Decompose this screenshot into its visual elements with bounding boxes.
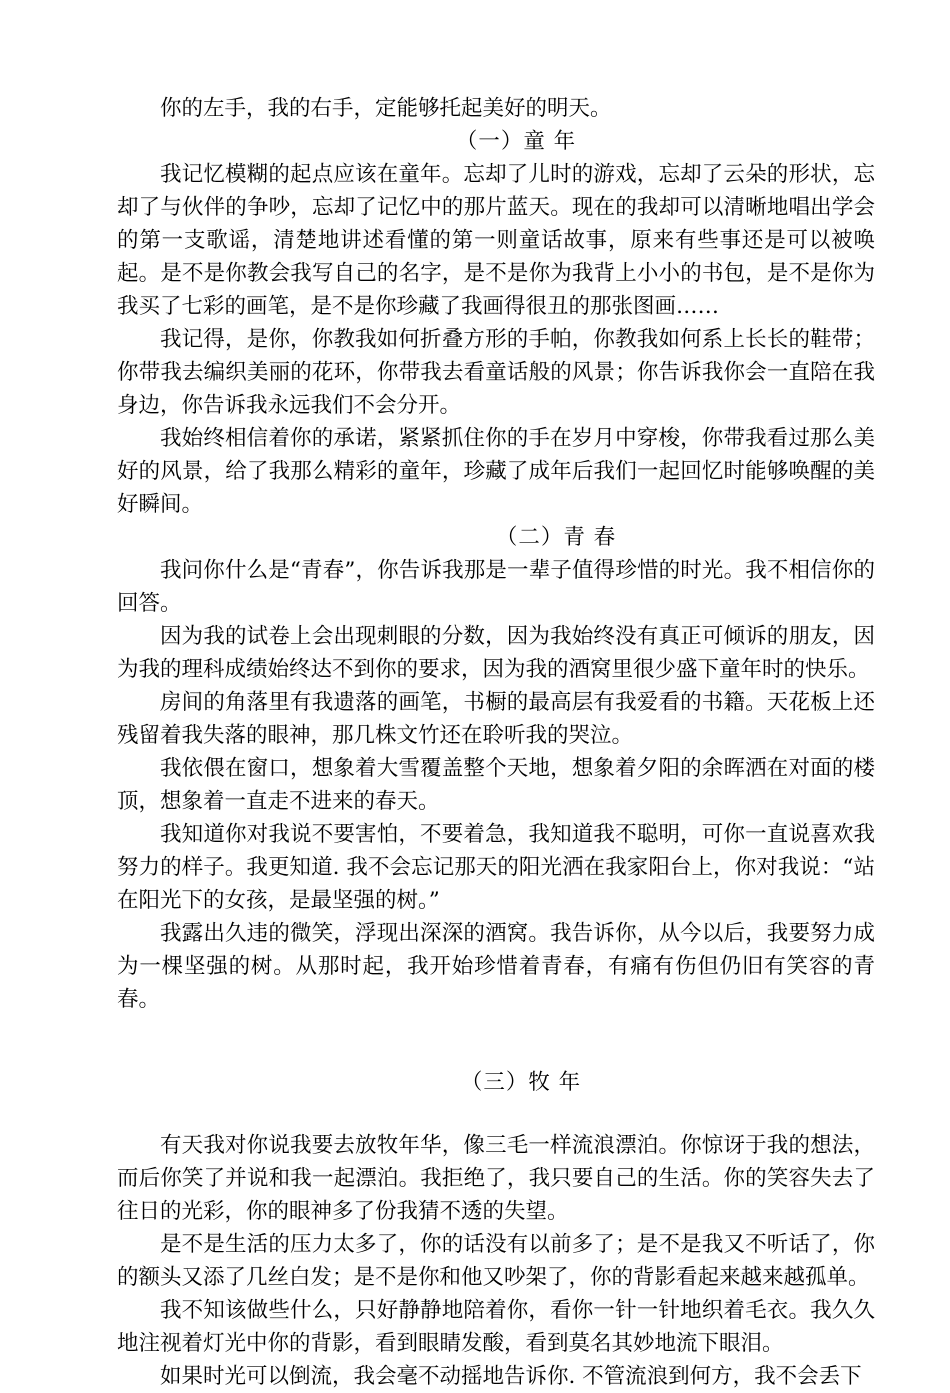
section-heading-herding: （三）牧 年 [460, 1070, 582, 1095]
paragraph: 我依偎在窗口，想象着大雪覆盖整个天地，想象着夕阳的余晖洒在对面的楼顶，想象着一直走不进来的春天。 [117, 756, 875, 814]
paragraph: 我不知该做些什么，只好静静地陪着你，看你一针一针地织着毛衣。我久久地注视着灯光中你的背影，看到眼睛发酸，看到莫名其妙地流下眼泪。 [117, 1298, 875, 1356]
paragraph: 我记忆模糊的起点应该在童年。忘却了儿时的游戏，忘却了云朵的形状，忘却了与伙伴的争吵，忘却了记忆中的那片蓝天。现在的我却可以清晰地唱出学会的第一支歌谣，清楚地讲述看懂的第一则童话故事，原来有些事还是可以被唤起。是不是你教会我写自己的名字，是不是你为我背上小小的书包，是不是你为我买了七彩的画笔，是不是你珍藏了我画得很丑的那张图画…… [117, 162, 875, 319]
paragraph: 因为我的试卷上会出现刺眼的分数，因为我始终没有真正可倾诉的朋友，因为我的理科成绩始终达不到你的要求，因为我的酒窝里很少盛下童年时的快乐。 [117, 624, 875, 682]
section-heading-childhood: （一）童 年 [455, 129, 577, 154]
paragraph: 我知道你对我说不要害怕，不要着急，我知道我不聪明，可你一直说喜欢我努力的样子。我更知道. 我不会忘记那天的阳光洒在我家阳台上，你对我说：“站在阳光下的女孩，是最坚强的树。” [117, 822, 875, 913]
paragraph: 我问你什么是“青春”，你告诉我那是一辈子值得珍惜的时光。我不相信你的回答。 [117, 558, 875, 616]
opening-line: 你的左手，我的右手，定能够托起美好的明天。 [160, 96, 612, 121]
paragraph: 是不是生活的压力太多了，你的话没有以前多了；是不是我又不听话了，你的额头又添了几丝白发；是不是你和他又吵架了，你的背影看起来越来越孤单。 [117, 1232, 875, 1290]
paragraph: 我始终相信着你的承诺，紧紧抓住你的手在岁月中穿梭，你带我看过那么美好的风景，给了我那么精彩的童年，珍藏了成年后我们一起回忆时能够唤醒的美好瞬间。 [117, 426, 875, 517]
paragraph: 我露出久违的微笑，浮现出深深的酒窝。我告诉你，从今以后，我要努力成为一棵坚强的树。从那时起，我开始珍惜着青春，有痛有伤但仍旧有笑容的青春。 [117, 921, 875, 1012]
document-page [117, 92, 875, 1393]
section-heading-youth: （二）青 春 [495, 525, 617, 550]
paragraph: 有天我对你说我要去放牧年华，像三毛一样流浪漂泊。你惊讶于我的想法，而后你笑了并说和我一起漂泊。我拒绝了，我只要自己的生活。你的笑容失去了往日的光彩，你的眼神多了份我猜不透的失望。 [117, 1133, 875, 1224]
paragraph: 我记得，是你，你教我如何折叠方形的手帕，你教我如何系上长长的鞋带；你带我去编织美丽的花环，你带我去看童话般的风景；你告诉我你会一直陪在我身边，你告诉我永远我们不会分开。 [117, 327, 875, 418]
paragraph: 房间的角落里有我遗落的画笔，书橱的最高层有我爱看的书籍。天花板上还残留着我失落的眼神，那几株文竹还在聆听我的哭泣。 [117, 690, 875, 748]
paragraph: 如果时光可以倒流，我会毫不动摇地告诉你. 不管流浪到何方，我不会丢下 [160, 1364, 862, 1389]
